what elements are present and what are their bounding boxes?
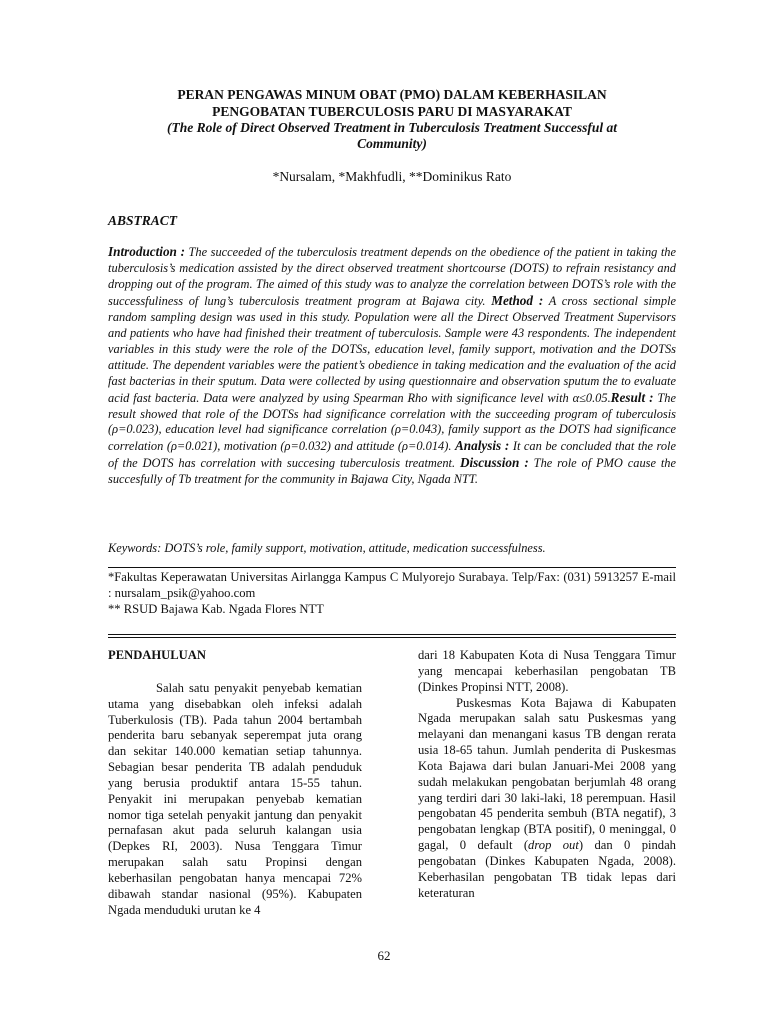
- english-title-line-1: (The Role of Direct Observed Treatment in Tuberculosis Treatment Successful at: [167, 120, 617, 135]
- introduction-label: Introduction :: [108, 244, 186, 259]
- right-column: [418, 648, 676, 902]
- analysis-label: Analysis :: [454, 438, 510, 454]
- left-column: [108, 648, 362, 919]
- right-paragraph-1: dari 18 Kabupaten Kota di Nusa Tenggara Timur yang mencapai keberhasilan pengobatan TB (Dinkes Propinsi NTT, 2008).: [418, 648, 676, 694]
- footnote-divider: [108, 567, 676, 568]
- section-heading: PENDAHULUAN: [108, 648, 206, 662]
- result-label: Result :: [610, 389, 654, 405]
- right-paragraph-2-part-b: ) dan 0 pindah pengobatan (Dinkes Kabupaten Ngada, 2008). Keberhasilan pengobatan TB tidak lepas dari keteraturan: [418, 838, 676, 900]
- affiliation-2: ** RSUD Bajawa Kab. Ngada Flores NTT: [108, 601, 324, 616]
- introduction-text: The succeeded of the tuberculosis treatment depends on the obedience of the patient in taking the tuberculosis’s medication assisted by the direct observed treatment shortcourse (DOTS) to refrain resistancy and dropping out of the program. The aimed of this study was to analyze the correlation between DOTS’s role with the successfuliness of lung’s tuberculosis treatment program at Bajawa city.: [108, 245, 676, 308]
- left-paragraph: Salah satu penyakit penyebab kematian utama yang disebabkan oleh infeksi adalah Tuberkulosis (TB). Pada tahun 2004 bertambah penderita baru sebanyak seperempat juta orang dan sekitar 140.000 kematian setiap tahunnya. Sebagian besar penderita TB adalah penduduk yang berusia produktif antara 15-55 tahun. Penyakit ini merupakan penyebab kematian nomor tiga setelah penyakit jantung dan penyakit pernafasan akut pada seluruh kalangan usia (Depkes RI, 2003). Nusa Tenggara Timur merupakan salah satu Propinsi dengan keberhasilan pengobatan hanya mencapai 72% dibawah standar nasional (95%). Kabupaten Ngada menduduki urutan ke 4: [108, 680, 362, 917]
- method-text: A cross sectional simple random sampling design was used in this study. Population were all the Direct Observed Treatment Supervisors and patients who have had finished their treatment of tuberculosis. Sample were 43 respondents. The independent variables in this study were the role of the DOTSs, education level, family support, motivation and the DOTSs attitude. The dependent variables were the patient’s obedience in taking medication and the evaluation of the acid fast bacterias in their sputum. Data were collected by using questionnaire and observation sputum the to evaluate acid fast bacteria. Data were analyzed by using Spearman Rho with significance level with α≤0.05.: [108, 293, 676, 405]
- right-paragraph-2: [418, 696, 676, 902]
- keywords: Keywords: DOTS’s role, family support, motivation, attitude, medication successfulness.: [108, 541, 546, 555]
- page-number: 62: [377, 948, 391, 963]
- abstract-heading: ABSTRACT: [108, 213, 178, 228]
- english-title-line-2: Community): [357, 136, 427, 151]
- method-label: Method :: [491, 292, 544, 308]
- section-divider-top: [108, 634, 676, 635]
- result-text: The result showed that role of the DOTSs had significance correlation with the succeeding program of tuberculosis (ρ=0.023), education level had significance correlation (ρ=0.043), family support as the DOTS had significance correlation (ρ=0.021), motivation (ρ=0.032) and attitude (ρ=0.014).: [108, 390, 676, 454]
- discussion-label: Discussion :: [459, 455, 529, 471]
- affiliation-1: *Fakultas Keperawatan Universitas Airlangga Kampus C Mulyorejo Surabaya. Telp/Fax: (031) 5913257 E-mail : nursalam_psik@yahoo.com: [108, 570, 676, 600]
- section-divider-bottom: [108, 637, 676, 638]
- right-paragraph-2-part-a: Puskesmas Kota Bajawa di Kabupaten Ngada merupakan salah satu Puskesmas yang melayani dan menangani kasus TB dengan rerata usia 18-65 tahun. Jumlah penderita di Puskesmas Kota Bajawa dari bulan Januari-Mei 2008 yang sudah melakukan pengobatan berjumlah 48 orang yang terdiri dari 30 laki-laki, 18 perempuan. Hasil pengobatan 45 penderita sembuh (BTA negatif), 3 pengobatan lengkap (BTA positif), 0 meninggal, 0 gagal, 0 default (: [418, 695, 676, 853]
- title-block: [108, 86, 676, 152]
- abstract-body: [108, 244, 676, 488]
- drop-out-term: drop out: [528, 838, 579, 853]
- affiliations: [108, 570, 676, 617]
- title-line-2: PENGOBATAN TUBERCULOSIS PARU DI MASYARAKAT: [212, 104, 572, 119]
- analysis-text: It can be concluded that the role of the DOTS has correlation with succesing tuberculosis treatment.: [108, 439, 676, 471]
- authors: *Nursalam, *Makhfudli, **Dominikus Rato: [272, 169, 512, 184]
- title-line-1: PERAN PENGAWAS MINUM OBAT (PMO) DALAM KEBERHASILAN: [177, 87, 607, 102]
- discussion-text: The role of PMO cause the succesfully of Tb treatment for the community in Bajawa City, Ngada NTT.: [108, 456, 676, 487]
